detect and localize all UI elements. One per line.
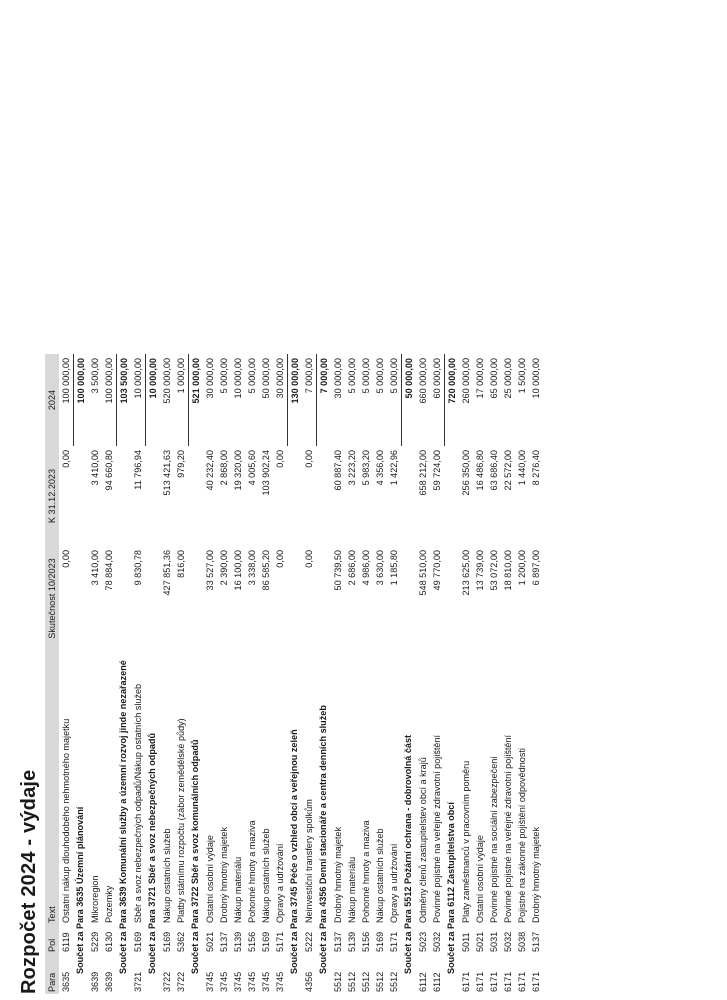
- table-row: [131, 354, 146, 994]
- cell-pol: 5222: [303, 931, 314, 952]
- cell-k31: 94 660,80: [103, 450, 114, 491]
- cell-actual: 49 770,00: [431, 550, 442, 591]
- subtotal-value: 50 000,00: [402, 354, 417, 446]
- cell-k31: 103 902,24: [260, 450, 271, 496]
- subtotal-row: [317, 354, 332, 994]
- cell-pol: 5021: [474, 931, 485, 952]
- cell-para: 3745: [232, 971, 243, 992]
- cell-para: 6112: [417, 972, 428, 992]
- cell-para: 6171: [516, 971, 527, 992]
- table-row: [359, 354, 373, 994]
- subtotal-label: Součet za Para 3721 Sběr a svoz nebezpečných odpadů: [147, 732, 158, 974]
- header-text: Text: [45, 651, 59, 925]
- subtotal-value: 130 000,00: [288, 354, 303, 446]
- cell-text: Odměny členů zastupitelstev obcí a krajů: [417, 757, 428, 923]
- table-row: [473, 354, 487, 994]
- table-row: [529, 354, 543, 994]
- table-row: [387, 354, 402, 994]
- subtotal-row: [146, 354, 161, 994]
- cell-text: Opravy a udržování: [388, 843, 399, 923]
- cell-actual: 16 100,00: [232, 550, 243, 591]
- cell-para: 3721: [132, 971, 143, 992]
- subtotal-label: Součet za Para 4356 Denní stacionáře a centra denních služeb: [318, 705, 329, 974]
- header-k31: K 31.12.2023: [45, 446, 59, 546]
- cell-k31: 0,00: [60, 450, 71, 468]
- cell-para: 3639: [89, 971, 100, 992]
- cell-pol: 5021: [204, 931, 215, 952]
- cell-pol: 6130: [103, 931, 114, 952]
- cell-para: 5512: [346, 971, 357, 992]
- cell-2024: 65 000,00: [488, 358, 499, 399]
- table-row: [416, 354, 430, 994]
- cell-para: 3745: [260, 971, 271, 992]
- subtotal-row: [74, 354, 89, 994]
- cell-text: Pohonné hmoty a maziva: [246, 820, 257, 923]
- cell-actual: 0,00: [60, 550, 71, 568]
- subtotal-value: 10 000,00: [146, 354, 161, 446]
- cell-k31: 0,00: [303, 450, 314, 468]
- cell-text: Mikroregion: [89, 875, 100, 923]
- header-pol: Pol: [45, 925, 59, 954]
- cell-text: Drobný hmotný majetek: [332, 826, 343, 923]
- table-row: [302, 354, 317, 994]
- cell-text: Nákup ostatních služeb: [260, 828, 271, 923]
- cell-para: 6171: [460, 971, 471, 992]
- cell-actual: 53 072,00: [488, 550, 499, 591]
- cell-2024: 5 000,00: [388, 358, 399, 394]
- cell-pol: 5169: [161, 931, 172, 952]
- header-2024: 2024: [45, 354, 59, 446]
- cell-para: 4356: [303, 971, 314, 992]
- table-row: [430, 354, 445, 994]
- cell-2024: 7 000,00: [303, 358, 314, 394]
- cell-k31: 1 422,96: [388, 450, 399, 486]
- cell-para: 3745: [246, 971, 257, 992]
- cell-2024: 260 000,00: [460, 358, 471, 404]
- cell-para: 5512: [360, 971, 371, 992]
- cell-2024: 30 000,00: [204, 358, 215, 399]
- cell-actual: 18 810,00: [502, 550, 513, 591]
- cell-k31: 0,00: [274, 450, 285, 468]
- cell-text: Ostatní osobní výdaje: [474, 835, 485, 923]
- cell-para: 6112: [431, 972, 442, 992]
- table-row: [174, 354, 189, 994]
- cell-2024: 5 000,00: [246, 358, 257, 394]
- cell-actual: 427 851,36: [161, 550, 172, 596]
- cell-pol: 5156: [360, 931, 371, 952]
- cell-pol: 5137: [530, 931, 541, 952]
- cell-text: Platy zaměstnanců v pracovním poměru: [460, 760, 471, 923]
- cell-2024: 30 000,00: [274, 358, 285, 399]
- cell-empty: [74, 546, 89, 651]
- header-actual: Skutečnost 10/2023: [45, 546, 59, 651]
- cell-empty: [402, 546, 417, 651]
- cell-empty: [189, 446, 204, 546]
- cell-para: 3745: [204, 971, 215, 992]
- cell-2024: 520 000,00: [161, 358, 172, 404]
- cell-actual: 0,00: [303, 550, 314, 568]
- cell-para: 5512: [374, 971, 385, 992]
- cell-pol: 5031: [488, 931, 499, 952]
- cell-2024: 25 000,00: [502, 358, 513, 399]
- cell-2024: 10 000,00: [132, 358, 143, 399]
- subtotal-row: [402, 354, 417, 994]
- subtotal-value: 521 000,00: [189, 354, 204, 446]
- cell-2024: 5 000,00: [360, 358, 371, 394]
- cell-2024: 30 000,00: [332, 358, 343, 399]
- cell-text: Drobný hmotný majetek: [530, 826, 541, 923]
- cell-para: 3722: [175, 971, 186, 992]
- cell-pol: 5229: [89, 931, 100, 952]
- table-row: [487, 354, 501, 994]
- cell-2024: 50 000,00: [260, 358, 271, 399]
- cell-text: Pohonné hmoty a maziva: [360, 820, 371, 923]
- subtotal-label: Součet za Para 3722 Sběr a svoz komunálních odpadů: [190, 739, 201, 974]
- cell-pol: 5023: [417, 931, 428, 952]
- cell-empty: [74, 446, 89, 546]
- cell-para: 3639: [103, 971, 114, 992]
- cell-empty: [317, 446, 332, 546]
- cell-actual: 13 739,00: [474, 550, 485, 591]
- cell-k31: 3 410,00: [89, 450, 100, 486]
- subtotal-value: 100 000,00: [74, 354, 89, 446]
- cell-actual: 6 897,00: [530, 550, 541, 586]
- cell-2024: 5 000,00: [346, 358, 357, 394]
- cell-k31: 40 232,40: [204, 450, 215, 491]
- subtotal-label: Součet za Para 3639 Komunální služby a územní rozvoj jinde nezařazené: [118, 660, 129, 974]
- cell-actual: 9 830,78: [132, 550, 143, 586]
- cell-text: Ostatní nákup dlouhodobého nehmotného majetku: [60, 718, 71, 923]
- subtotal-row: [288, 354, 303, 994]
- table-row: [59, 354, 74, 994]
- cell-text: Sběr a svoz nebezpečných odpadů/Nákup ostatních služeb: [132, 683, 143, 923]
- cell-para: 6171: [502, 971, 513, 992]
- table-row: [102, 354, 117, 994]
- cell-empty: [117, 446, 132, 546]
- cell-actual: 816,00: [175, 550, 186, 578]
- cell-text: Opravy a udržování: [274, 843, 285, 923]
- cell-2024: 1 000,00: [175, 358, 186, 394]
- cell-pol: 5032: [431, 931, 442, 952]
- cell-text: Drobný hmotný majetek: [218, 826, 229, 923]
- cell-text: Ostatní osobní výdaje: [204, 835, 215, 923]
- cell-k31: 2 868,00: [218, 450, 229, 486]
- table-row: [259, 354, 273, 994]
- cell-empty: [189, 546, 204, 651]
- cell-k31: 22 572,00: [502, 450, 513, 491]
- cell-2024: 100 000,00: [60, 358, 71, 404]
- cell-para: 5512: [332, 971, 343, 992]
- cell-para: 3722: [161, 971, 172, 992]
- cell-empty: [445, 546, 460, 651]
- subtotal-value: 103 500,00: [117, 354, 132, 446]
- cell-text: Nákup materiálu: [232, 856, 243, 923]
- subtotal-row: [117, 354, 132, 994]
- cell-k31: 5 983,20: [360, 450, 371, 486]
- cell-2024: 17 000,00: [474, 358, 485, 399]
- cell-text: Nákup ostatních služeb: [161, 828, 172, 923]
- cell-k31: 513 421,63: [161, 450, 172, 496]
- cell-para: 6171: [488, 971, 499, 992]
- subtotal-label: Součet za Para 6112 Zastupitelstva obcí: [446, 802, 457, 974]
- header-row: [45, 354, 59, 994]
- subtotal-label: Součet za Para 5512 Požární ochrana - dobrovolná část: [403, 734, 414, 974]
- cell-k31: 11 796,94: [132, 450, 143, 490]
- cell-para: 3745: [218, 971, 229, 992]
- cell-k31: 16 486,80: [474, 450, 485, 491]
- cell-para: 3635: [60, 971, 71, 992]
- cell-actual: 2 686,00: [346, 550, 357, 586]
- cell-2024: 660 000,00: [417, 358, 428, 404]
- cell-2024: 1 500,00: [516, 358, 527, 394]
- cell-2024: 10 000,00: [232, 358, 243, 399]
- cell-text: Pozemky: [103, 885, 114, 923]
- table-row: [273, 354, 288, 994]
- subtotal-row: [445, 354, 460, 994]
- table-row: [373, 354, 387, 994]
- cell-k31: 658 212,00: [417, 450, 428, 496]
- cell-pol: 5169: [132, 931, 143, 952]
- table-row: [515, 354, 529, 994]
- cell-actual: 3 630,00: [374, 550, 385, 586]
- subtotal-label: Součet za Para 3745 Péče o vzhled obcí a veřejnou zeleň: [289, 729, 300, 974]
- cell-k31: 256 350,00: [460, 450, 471, 496]
- cell-k31: 8 276,40: [530, 450, 541, 486]
- cell-k31: 60 887,40: [332, 450, 343, 491]
- budget-table: [45, 354, 543, 994]
- cell-2024: 3 500,00: [89, 358, 100, 394]
- table-row: [203, 354, 217, 994]
- cell-pol: 5171: [388, 931, 399, 952]
- cell-actual: 213 625,00: [460, 550, 471, 596]
- cell-pol: 5137: [218, 931, 229, 952]
- cell-pol: 5139: [346, 931, 357, 952]
- cell-actual: 1 185,80: [388, 550, 399, 586]
- cell-pol: 6119: [60, 932, 71, 952]
- cell-k31: 1 440,00: [516, 450, 527, 486]
- subtotal-value: 720 000,00: [445, 354, 460, 446]
- subtotal-label: Součet za Para 3635 Územní plánování: [75, 806, 86, 974]
- cell-empty: [146, 446, 161, 546]
- page-title: Rozpočet 2024 - výdaje: [18, 769, 40, 994]
- cell-actual: 2 390,00: [218, 550, 229, 586]
- cell-k31: 4 356,00: [374, 450, 385, 486]
- table-row: [217, 354, 231, 994]
- cell-pol: 5169: [260, 931, 271, 952]
- cell-actual: 4 986,00: [360, 550, 371, 586]
- cell-pol: 5362: [175, 931, 186, 952]
- cell-actual: 33 527,00: [204, 550, 215, 591]
- cell-empty: [146, 546, 161, 651]
- header-para: Para: [45, 954, 59, 994]
- cell-k31: 59 724,00: [431, 450, 442, 491]
- table-row: [160, 354, 174, 994]
- table-row: [501, 354, 515, 994]
- cell-para: 6171: [530, 971, 541, 992]
- cell-k31: 4 005,60: [246, 450, 257, 486]
- cell-pol: 5171: [274, 931, 285, 952]
- cell-empty: [288, 446, 303, 546]
- cell-actual: 548 510,00: [417, 550, 428, 596]
- cell-actual: 0,00: [274, 550, 285, 568]
- table-row: [245, 354, 259, 994]
- table-body: [59, 354, 543, 994]
- cell-actual: 3 410,00: [89, 550, 100, 586]
- cell-text: Nákup materiálu: [346, 856, 357, 923]
- cell-k31: 979,20: [175, 450, 186, 478]
- cell-k31: 3 223,20: [346, 450, 357, 486]
- cell-empty: [288, 546, 303, 651]
- cell-2024: 5 000,00: [374, 358, 385, 394]
- cell-pol: 5011: [460, 932, 471, 952]
- cell-pol: 5032: [502, 931, 513, 952]
- table-row: [459, 354, 473, 994]
- cell-text: Pojistné na zákonné pojištění odpovědnosti: [516, 748, 527, 923]
- subtotal-value: 7 000,00: [317, 354, 332, 446]
- cell-empty: [445, 446, 460, 546]
- cell-para: 6171: [474, 971, 485, 992]
- table-row: [331, 354, 345, 994]
- cell-text: Povinné pojistné na veřejné zdravotní pojištění: [431, 734, 442, 923]
- cell-actual: 86 585,20: [260, 550, 271, 591]
- cell-2024: 100 000,00: [103, 358, 114, 404]
- cell-para: 3745: [274, 971, 285, 992]
- cell-actual: 1 200,00: [516, 550, 527, 586]
- cell-para: 5512: [388, 971, 399, 992]
- cell-pol: 5139: [232, 931, 243, 952]
- cell-text: Neinvestiční transfery spolkům: [303, 799, 314, 923]
- cell-k31: 63 686,40: [488, 450, 499, 491]
- cell-pol: 5038: [516, 931, 527, 952]
- table-row: [345, 354, 359, 994]
- cell-k31: 19 320,00: [232, 450, 243, 491]
- cell-text: Platby státnímu rozpočtu (zábor zemědělské půdy): [175, 718, 186, 923]
- cell-2024: 10 000,00: [530, 358, 541, 399]
- cell-text: Nákup ostatních služeb: [374, 828, 385, 923]
- cell-pol: 5156: [246, 931, 257, 952]
- cell-actual: 3 338,00: [246, 550, 257, 586]
- cell-empty: [117, 546, 132, 651]
- cell-pol: 5137: [332, 931, 343, 952]
- cell-actual: 50 739,50: [332, 550, 343, 591]
- table-row: [88, 354, 102, 994]
- cell-pol: 5169: [374, 931, 385, 952]
- cell-2024: 60 000,00: [431, 358, 442, 399]
- table-row: [231, 354, 245, 994]
- subtotal-row: [189, 354, 204, 994]
- cell-2024: 5 000,00: [218, 358, 229, 394]
- cell-text: Povinné pojistné na veřejné zdravotní pojištění: [502, 734, 513, 923]
- cell-actual: 78 884,00: [103, 550, 114, 591]
- cell-empty: [317, 546, 332, 651]
- cell-text: Povinné pojistné na sociální zabezpečení: [488, 756, 499, 923]
- cell-empty: [402, 446, 417, 546]
